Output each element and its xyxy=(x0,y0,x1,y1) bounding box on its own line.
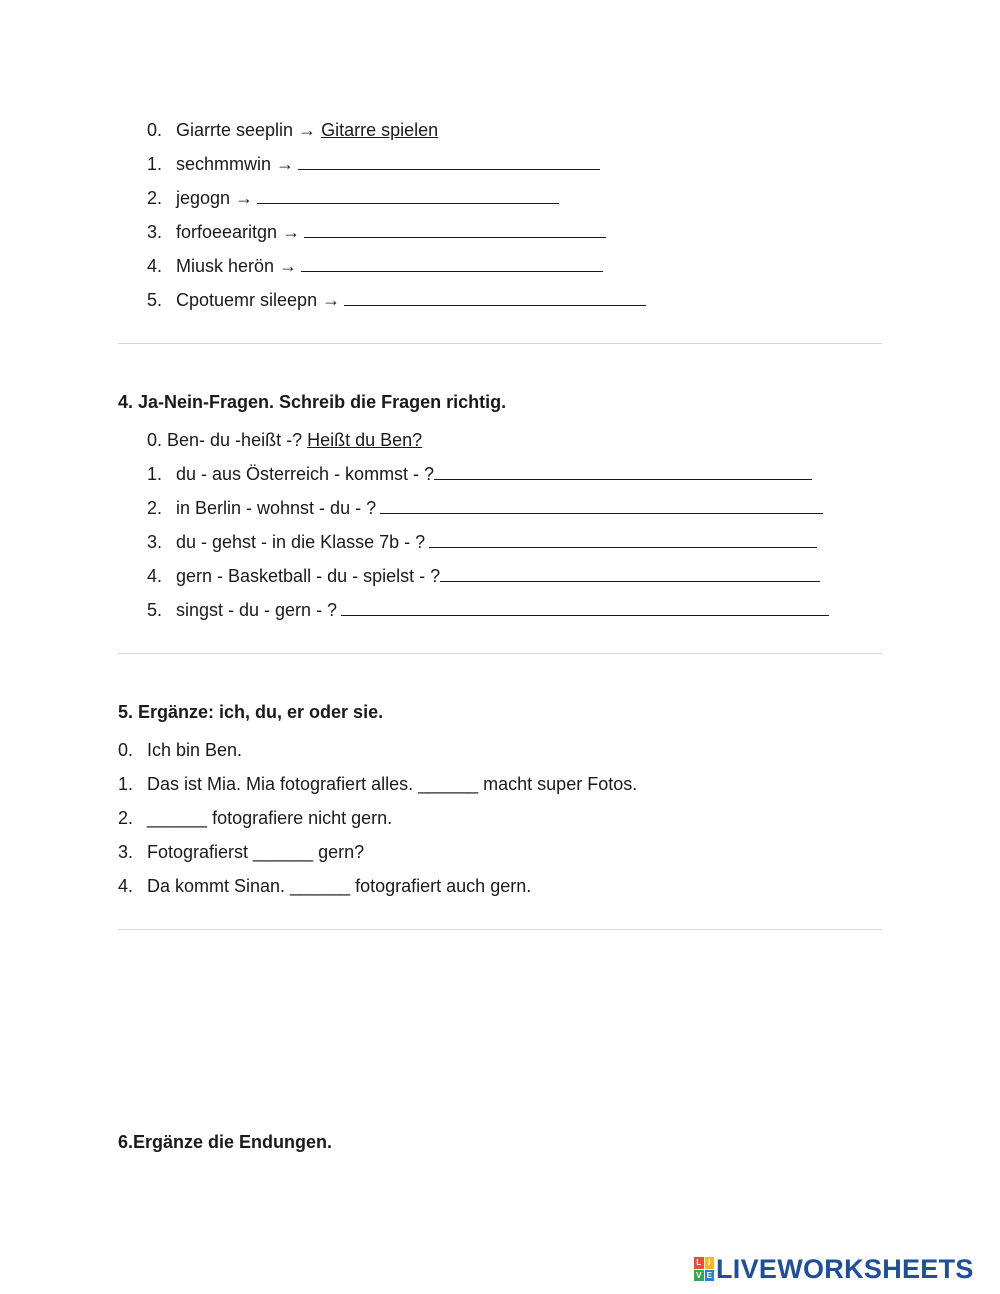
logo-letter-i: I xyxy=(705,1257,715,1269)
answer-blank[interactable] xyxy=(434,463,812,480)
sentence[interactable]: Fotografierst ______ gern? xyxy=(147,842,365,862)
answer-blank[interactable] xyxy=(380,497,823,514)
scrambled-question: du - aus Österreich - kommst - ? xyxy=(176,464,435,484)
item-number: 1. xyxy=(118,774,134,794)
answer-blank[interactable] xyxy=(440,565,820,582)
scrambled-word: jegogn → xyxy=(176,188,254,208)
item-number: 5. xyxy=(147,290,163,310)
scrambled-question: in Berlin - wohnst - du - ? xyxy=(176,498,377,518)
scrambled-word: Giarrte seeplin → xyxy=(176,120,322,140)
item-number: 1. xyxy=(147,464,163,484)
sentence[interactable]: Das ist Mia. Mia fotografiert alles. ______ macht super Fotos. xyxy=(147,774,638,794)
item-number: 2. xyxy=(147,188,163,208)
sentence[interactable]: Da kommt Sinan. ______ fotografiert auch gern. xyxy=(147,876,532,896)
item-number: 4. xyxy=(147,566,163,586)
answer-blank[interactable] xyxy=(301,255,603,272)
item-number: 5. xyxy=(147,600,163,620)
item-number: 3. xyxy=(147,222,163,242)
answer-blank[interactable] xyxy=(298,153,600,170)
section-divider xyxy=(118,343,882,344)
item-number: 0. xyxy=(118,740,134,760)
logo-letter-e: E xyxy=(705,1270,715,1282)
item-number: 1. xyxy=(147,154,163,174)
section6-heading: 6.Ergänze die Endungen. xyxy=(118,1132,333,1152)
section-divider xyxy=(118,929,882,930)
logo-letter-l: L xyxy=(694,1257,704,1269)
item-number: 2. xyxy=(118,808,134,828)
sentence[interactable]: ______ fotografiere nicht gern. xyxy=(147,808,393,828)
answer-blank[interactable] xyxy=(341,599,829,616)
sentence: Ich bin Ben. xyxy=(147,740,243,760)
item-number: 2. xyxy=(147,498,163,518)
example-question: 0. Ben- du -heißt -? xyxy=(147,430,308,450)
section4-example xyxy=(147,429,422,451)
example-answer: Gitarre spielen xyxy=(321,120,439,140)
answer-blank[interactable] xyxy=(257,187,559,204)
item-number: 4. xyxy=(147,256,163,276)
answer-blank[interactable] xyxy=(304,221,606,238)
scrambled-word: Cpotuemr sileepn → xyxy=(176,290,341,310)
answer-blank[interactable] xyxy=(344,289,646,306)
item-number: 4. xyxy=(118,876,134,896)
scrambled-question: singst - du - gern - ? xyxy=(176,600,338,620)
item-number: 3. xyxy=(147,532,163,552)
answer-blank[interactable] xyxy=(429,531,817,548)
liveworksheets-logo xyxy=(694,1256,974,1282)
scrambled-question: du - gehst - in die Klasse 7b - ? xyxy=(176,532,426,552)
scrambled-word: sechmmwin → xyxy=(176,154,295,174)
brand-name: LIVEWORKSHEETS xyxy=(716,1254,974,1284)
section4-heading: 4. Ja-Nein-Fragen. Schreib die Fragen richtig. xyxy=(118,392,507,412)
section5-heading: 5. Ergänze: ich, du, er oder sie. xyxy=(118,702,384,722)
live-blocks-icon xyxy=(694,1257,714,1281)
example-answer: Heißt du Ben? xyxy=(307,430,423,450)
logo-letter-v: V xyxy=(694,1270,704,1282)
scrambled-question: gern - Basketball - du - spielst - ? xyxy=(176,566,441,586)
item-number: 0. xyxy=(147,120,163,140)
scrambled-word: forfoeearitgn → xyxy=(176,222,301,242)
item-number: 3. xyxy=(118,842,134,862)
scrambled-word: Miusk herön → xyxy=(176,256,298,276)
section-divider xyxy=(118,653,882,654)
